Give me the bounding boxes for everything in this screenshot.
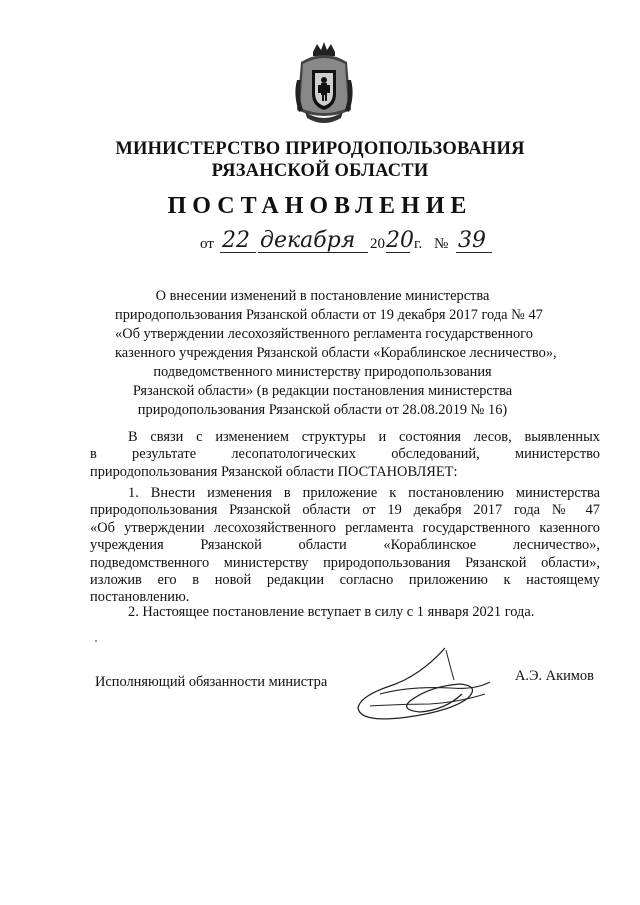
document-type-heading: ПОСТАНОВЛЕНИЕ <box>167 193 473 219</box>
item-1-line: 1. Внести изменения в приложение к постановлению министерства <box>128 485 600 501</box>
item-2-paragraph <box>90 604 600 621</box>
subject-line: природопользования Рязанской области от 19 декабря 2017 года № 47 <box>115 307 543 323</box>
ministry-name-line1: МИНИСТЕРСТВО ПРИРОДОПОЛЬЗОВАНИЯ <box>115 139 525 159</box>
ministry-name-line2: РЯЗАНСКОЙ ОБЛАСТИ <box>211 161 429 181</box>
scan-dot <box>95 640 97 642</box>
subject-line: Рязанской области» (в редакции постановления министерства <box>132 383 513 399</box>
document-subject <box>115 287 557 420</box>
document-number-handwritten: 39 <box>458 228 486 253</box>
signer-name: А.Э. Акимов <box>515 668 594 684</box>
number-sign: № <box>434 236 449 252</box>
date-day-handwritten: 22 <box>222 228 250 253</box>
date-prefix: от <box>200 236 214 252</box>
subject-line: подведомственного министерству природопользования <box>153 364 492 380</box>
year-prefix: 20 <box>370 236 385 252</box>
date-month-handwritten: декабря <box>260 228 356 253</box>
preamble-paragraph <box>90 429 600 481</box>
handwritten-signature <box>350 646 500 736</box>
item-1-line: постановлению. <box>90 589 190 606</box>
item-1-line: природопользования Рязанской области от 19 декабря 2017 года № 47 <box>90 502 600 519</box>
preamble-line: природопользования Рязанской области ПОСТАНОВЛЯЕТ: <box>90 463 458 480</box>
subject-line: природопользования Рязанской области от 28.08.2019 № 16) <box>137 402 508 418</box>
preamble-line: в результате лесопатологических обследований, министерство <box>90 446 600 463</box>
item-1-paragraph <box>90 485 600 607</box>
year-suffix-handwritten: 20 <box>386 228 414 253</box>
subject-line: О внесении изменений в постановление министерства <box>155 288 490 304</box>
item-1-line: изложив его в новой редакции согласно приложению к настоящему <box>90 572 600 589</box>
subject-line: «Об утверждении лесохозяйственного регламента государственного <box>115 326 533 342</box>
item-1-line: «Об утверждении лесохозяйственного регламента государственного казенного <box>90 519 600 536</box>
item-1-line: подведомственного министерству природопользования Рязанской области», <box>90 554 600 571</box>
item-2-line: 2. Настоящее постановление вступает в силу с 1 января 2021 года. <box>128 604 535 620</box>
signer-title: Исполняющий обязанности министра <box>95 674 328 690</box>
preamble-line: В связи с изменением структуры и состояния лесов, выявленных <box>128 429 600 445</box>
item-1-line: учреждения Рязанской области «Кораблинское лесничество», <box>90 537 600 554</box>
subject-line: казенного учреждения Рязанской области «Кораблинское лесничество», <box>115 345 557 361</box>
coat-of-arms-emblem <box>293 40 355 124</box>
year-label: г. <box>414 236 423 252</box>
